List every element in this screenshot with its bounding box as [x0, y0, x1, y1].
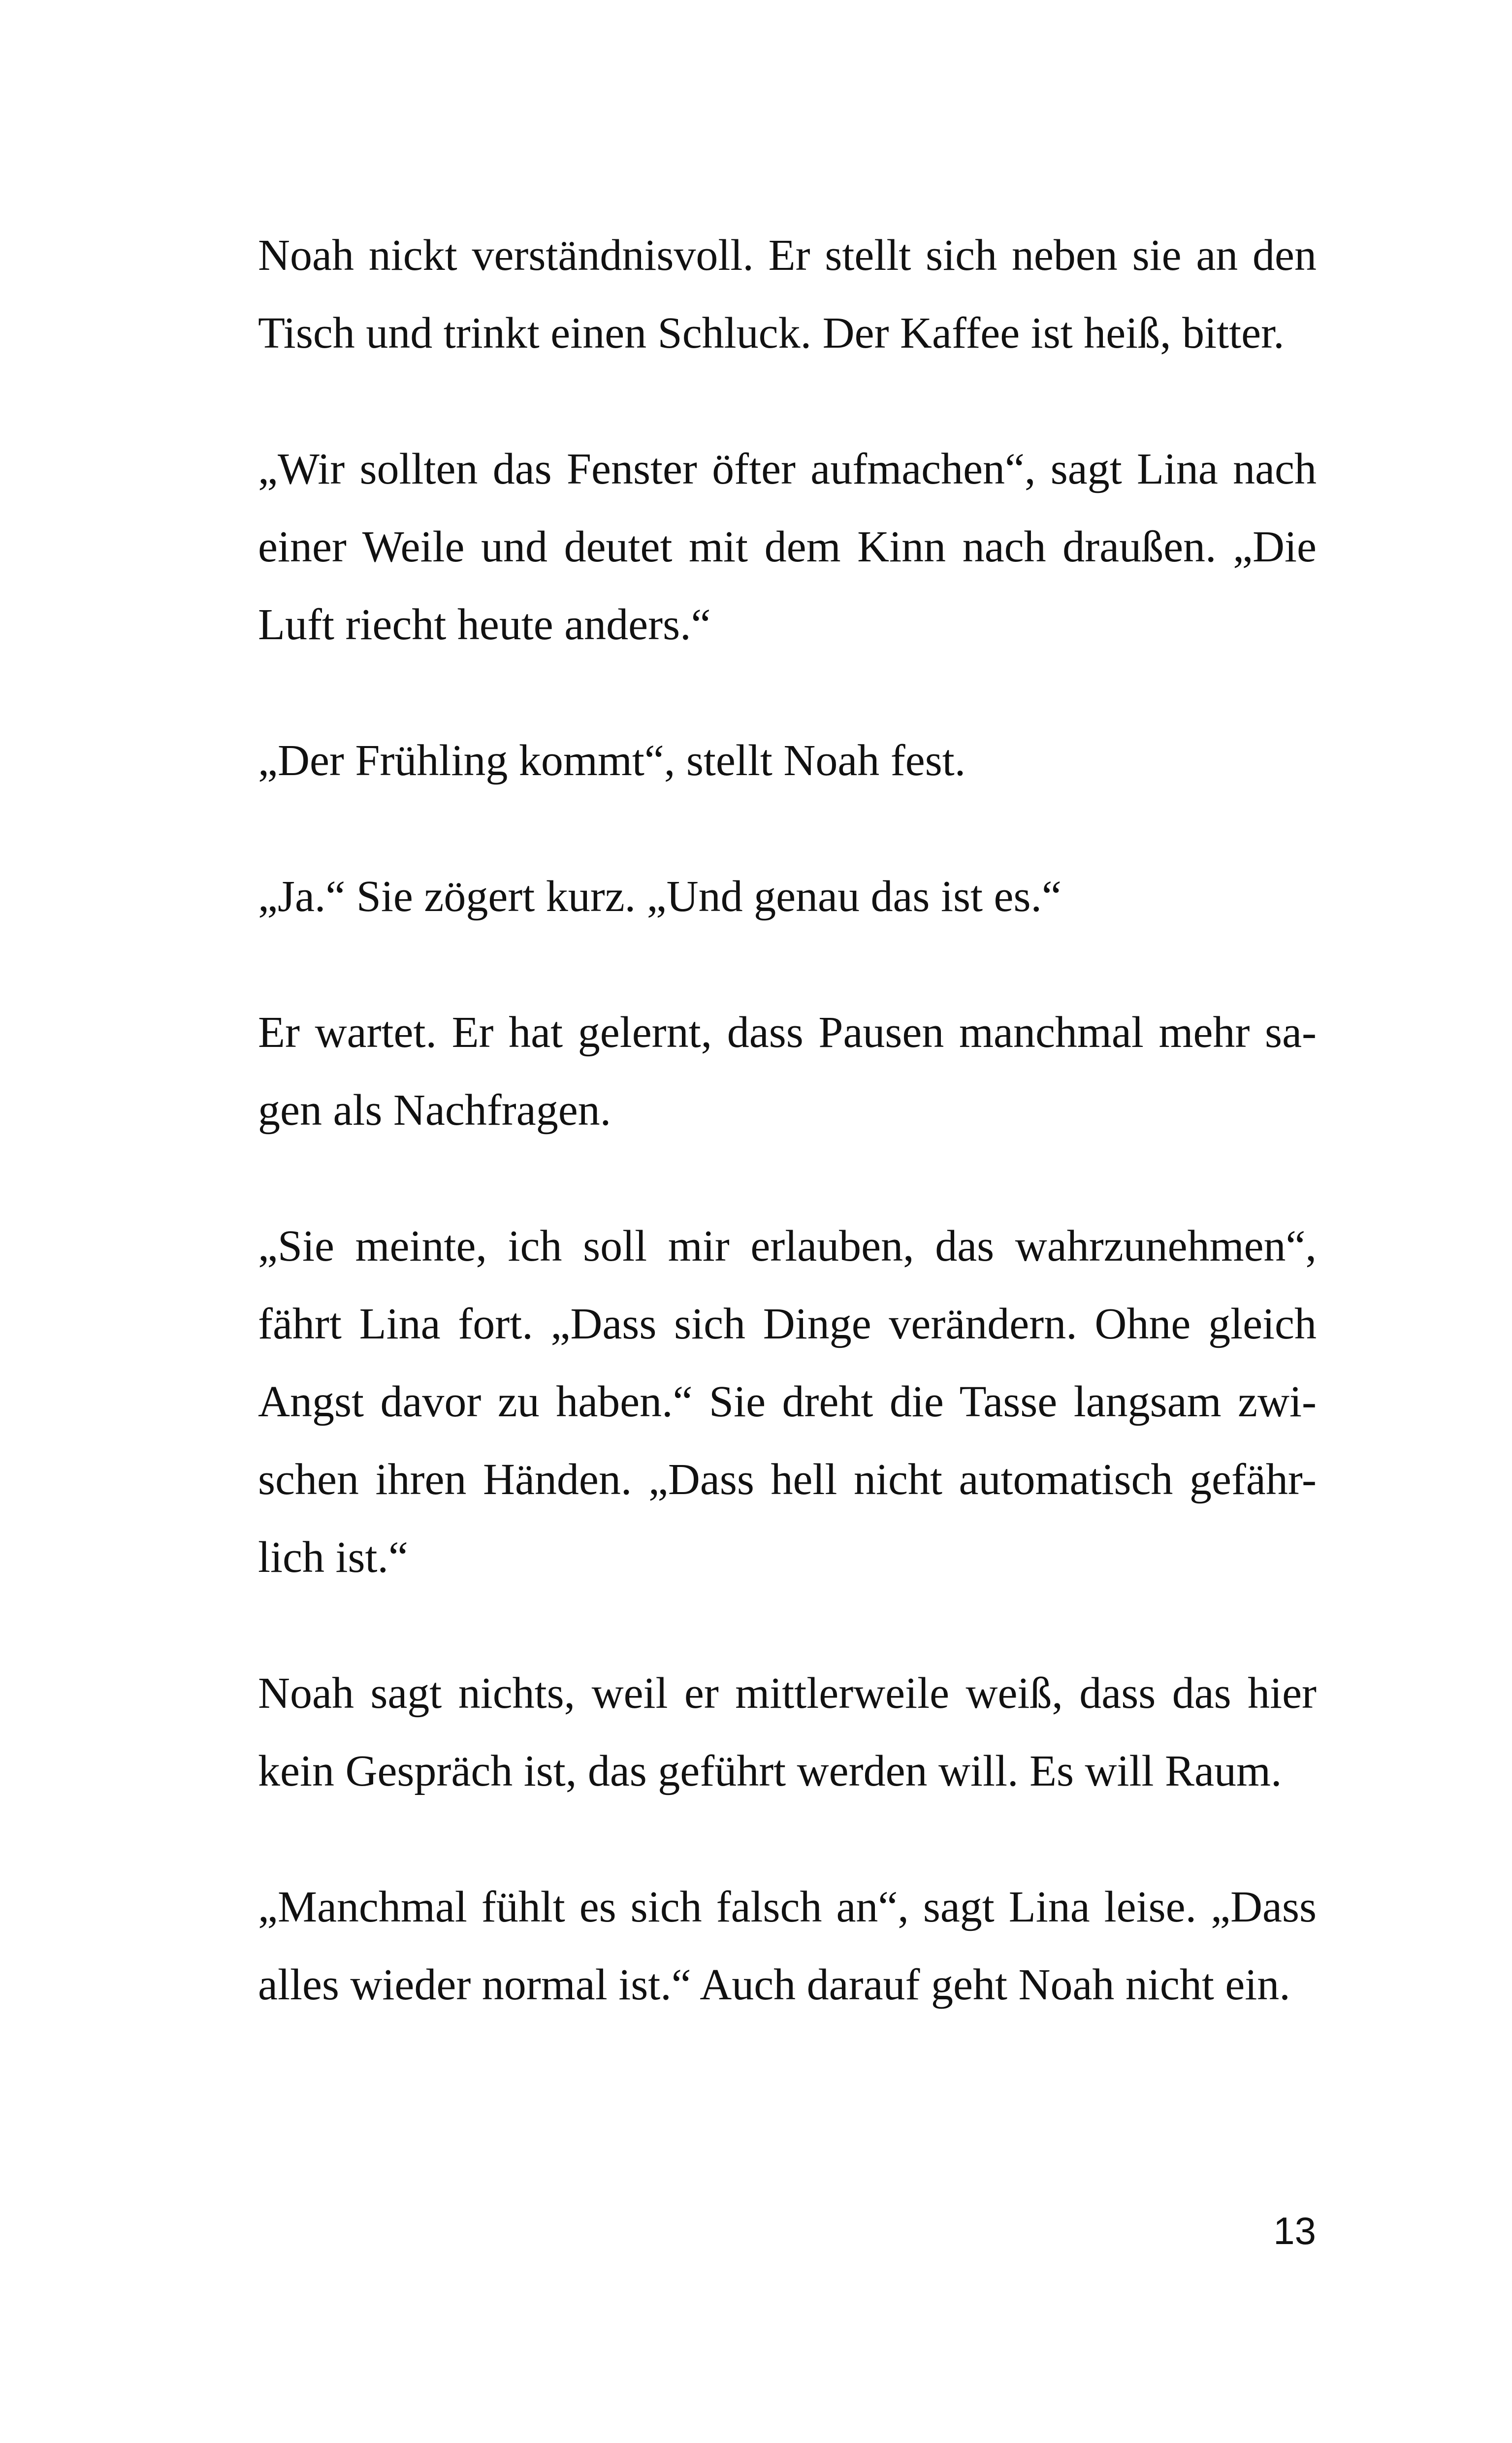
text-line: alles wieder normal ist.“ Auch darauf geht Noah nicht ein. [258, 1960, 1290, 2009]
text-line: „Wir sollten das Fenster öfter aufmachen“, sagt Lina nach [258, 445, 1317, 493]
paragraph [258, 722, 1317, 800]
paragraph [258, 1868, 1317, 2024]
text-line: „Ja.“ Sie zögert kurz. „Und genau das ist es.“ [258, 872, 1062, 921]
text-line: kein Gespräch ist, das geführt werden will. Es will Raum. [258, 1747, 1282, 1795]
paragraph [258, 217, 1317, 372]
text-line: fährt Lina fort. „Dass sich Dinge verändern. Ohne gleich [258, 1300, 1317, 1348]
text-line: gen als Nachfragen. [258, 1086, 611, 1135]
paragraph [258, 1207, 1317, 1596]
text-line: lich ist.“ [258, 1533, 408, 1582]
text-line: „Der Frühling kommt“, stellt Noah fest. [258, 736, 966, 785]
text-line: schen ihren Händen. „Dass hell nicht automatisch gefähr- [258, 1455, 1317, 1504]
text-line: „Manchmal fühlt es sich falsch an“, sagt Lina leise. „Dass [258, 1883, 1317, 1931]
text-line: Noah nickt verständnisvoll. Er stellt sich neben sie an den [258, 231, 1317, 280]
paragraph [258, 1655, 1317, 1810]
text-line: Luft riecht heute anders.“ [258, 600, 711, 649]
text-line: einer Weile und deutet mit dem Kinn nach draußen. „Die [258, 522, 1317, 571]
paragraph [258, 858, 1317, 936]
text-line: Er wartet. Er hat gelernt, dass Pausen manchmal mehr sa- [258, 1008, 1317, 1057]
page-number: 13 [1273, 2209, 1316, 2252]
text-line: Tisch und trinkt einen Schluck. Der Kaffee ist heiß, bitter. [258, 309, 1285, 358]
text-line: Angst davor zu haben.“ Sie dreht die Tasse langsam zwi- [258, 1377, 1317, 1426]
paragraph [258, 994, 1317, 1149]
paragraph [258, 430, 1317, 664]
body-text [258, 217, 1317, 2082]
text-line: „Sie meinte, ich soll mir erlauben, das wahrzunehmen“, [258, 1222, 1317, 1270]
text-line: Noah sagt nichts, weil er mittlerweile weiß, dass das hier [258, 1669, 1317, 1718]
